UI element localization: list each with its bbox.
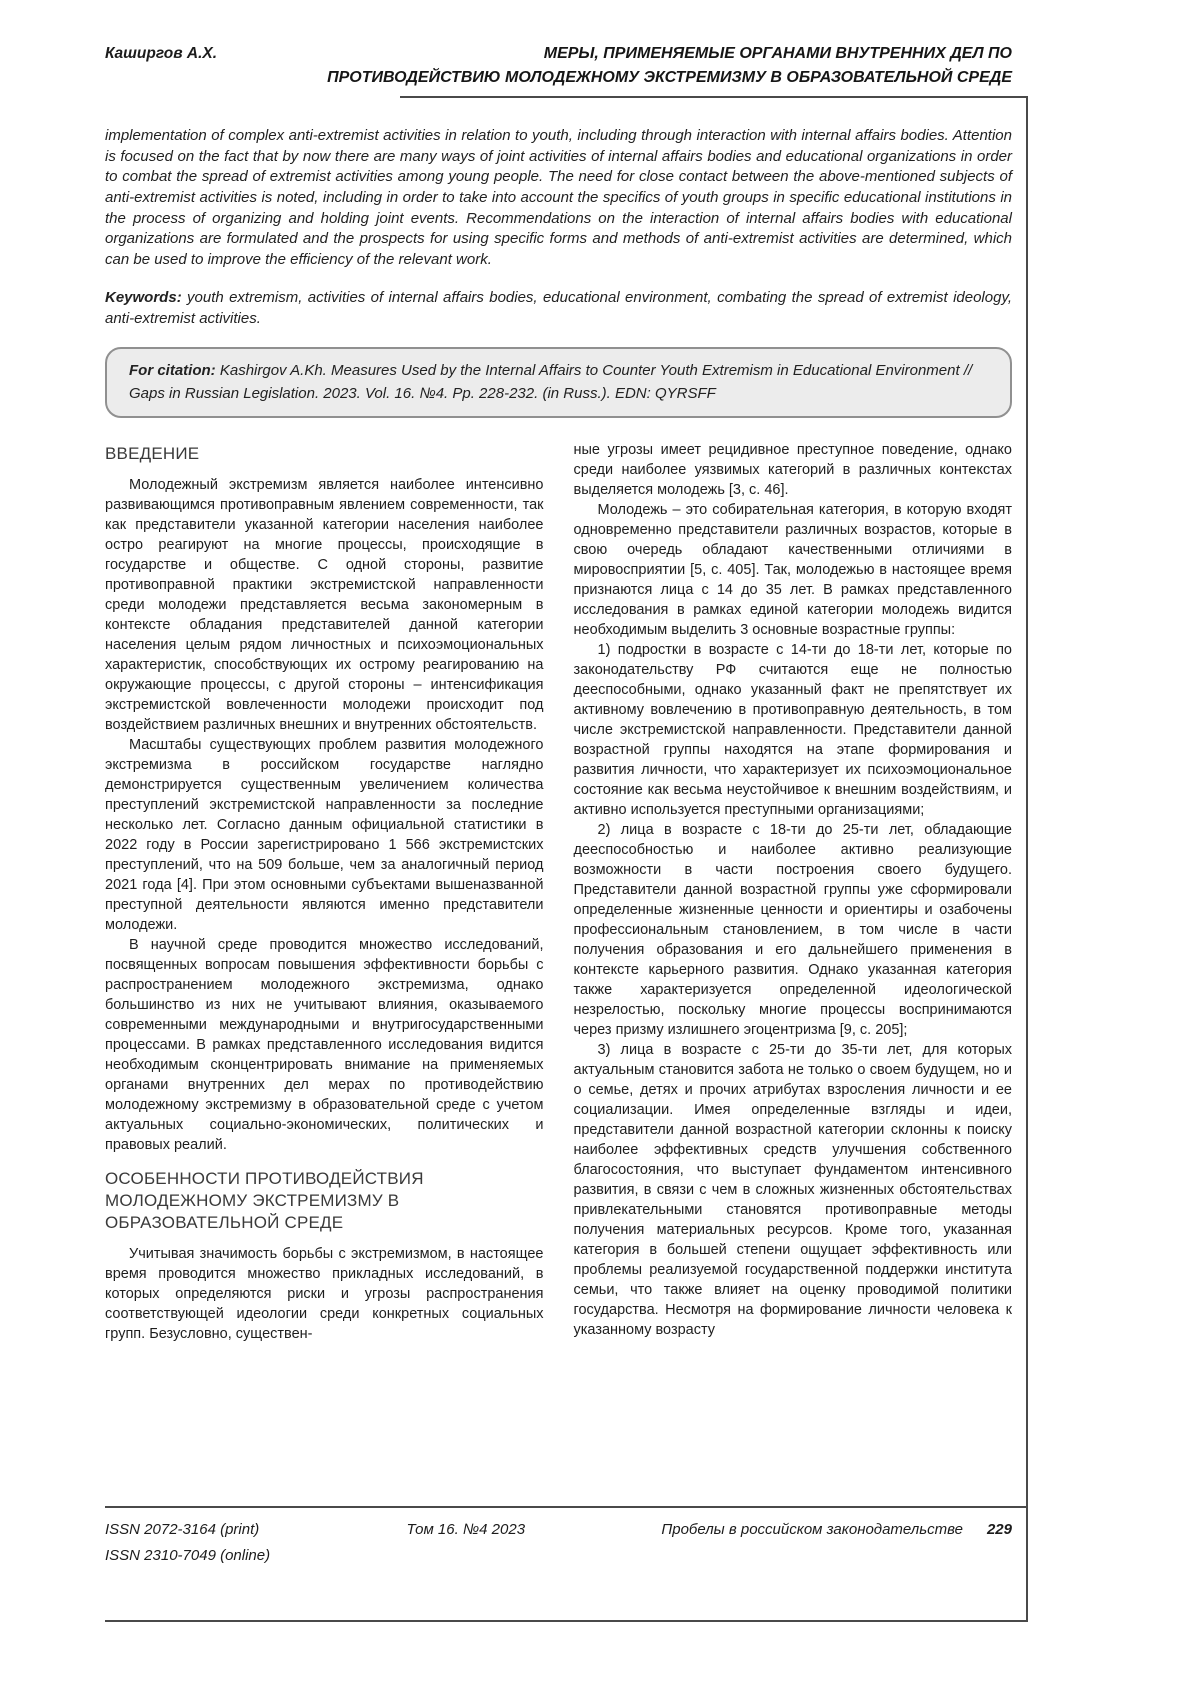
keywords-paragraph bbox=[105, 288, 1012, 329]
paragraph: Масштабы существующих проблем развития молодежного экстремизма в российском государстве наглядно демонстрируется существенным увеличением количества преступлений экстремистской направленности за последние несколько лет. Согласно данным официальной статистики в 2022 году в России зарегистрировано 1 566 экстремистских преступлений, что на 509 больше, чем за аналогичный период 2021 года [4]. При этом основными субъектами вышеназванной преступной деятельности являются именно представители молодежи. bbox=[105, 736, 544, 933]
journal-block bbox=[661, 1517, 1012, 1543]
paragraph: Молодежь – это собирательная категория, в которую входят одновременно представители различных возрастов, которые в свою очередь обладают качественными отличиями в мировосприятии [5, с. 405]. Так, молодежью в настоящее время признаются лица с 14 до 35 лет. В рамках представленного исследования в рамках единой категории молодежь видится необходимым выделить 3 основные возрастные группы: bbox=[573, 502, 1012, 639]
citation-box bbox=[105, 347, 1012, 418]
page-content bbox=[105, 42, 1012, 1344]
right-vertical-rule bbox=[1026, 97, 1028, 1622]
author-name: Каширгов А.Х. bbox=[105, 45, 218, 62]
article-title bbox=[264, 42, 1012, 90]
article-title-line-1: МЕРЫ, ПРИМЕНЯЕМЫЕ ОРГАНАМИ ВНУТРЕННИХ ДЕЛ ПО bbox=[543, 45, 1012, 62]
paragraph: 1) подростки в возрасте с 14-ти до 18-ти лет, которые по законодательству РФ считаются еще не полностью дееспособными, однако указанный факт не препятствует их активному вовлечению в противоправную деятельность, в том числе экстремистской направленности. Представители данной возрастной группы находятся на этапе формирования и развития личности, что характеризует их психоэмоциональное состояние как весьма неустойчивое к внешним воздействиям, и активно используется преступными организациями; bbox=[573, 642, 1012, 819]
paragraph: Молодежный экстремизм является наиболее интенсивно развивающимся противоправным явлением современности, так как представители указанной категории населения наиболее остро реагируют на многие процессы, происходящие в государстве и обществе. С одной стороны, развитие противоправной практики экстремистской направленности среди молодежи представляется весьма закономерным в контексте обладания представителей данной категории населения целым рядом личностных и психоэмоциональных характеристик, способствующих их острому реагированию на окружающие процессы, с другой стороны – интенсификация экстремистской вовлеченности молодежи происходит под воздействием различных внешних и внутренних обстоятельств. bbox=[105, 476, 544, 733]
paragraph: В научной среде проводится множество исследований, посвященных вопросам повышения эффективности борьбы с распространением молодежного экстремизма, однако большинство из них не учитывают влияния, оказываемого современными международными и внутригосударственными процессами. В рамках представленного исследования видится необходимым сконцентрировать внимание на применяемых органами внутренних дел мерах по противодействию молодежному экстремизму в образовательной среде с учетом актуальных социально-экономических, политических и правовых реалий. bbox=[105, 936, 544, 1153]
issn-block bbox=[105, 1517, 270, 1568]
page-footer bbox=[105, 1517, 1012, 1568]
paragraph: 3) лица в возрасте с 25-ти до 35-ти лет, для которых актуальным становится забота не только о своем будущем, но и о семье, детях и прочих атрибутах взросления личности и ее социализации. Имея определенные взгляды и идеи, представители данной возрастной категории склонны к поиску наиболее эффективных средств улучшения собственного благосостояния, что выступает фундаментом интенсивного развития, в связи с чем в сложных жизненных обстоятельствах привлекательными становятся противоправные методы получения материальных ресурсов. Кроме того, указанная категория в большей степени ощущает эффективность или проблемы реализуемой государственной поддержки института семьи, что также влияет на оценку проводимой политики государства. Несмотря на формирование личности человека к указанному возрасту bbox=[573, 1042, 1012, 1339]
paragraph: 2) лица в возрасте с 18-ти до 25-ти лет, обладающие дееспособностью и наиболее активно реализующие возможности в части построения своего будущего. Представители данной возрастной группы уже сформировали определенные жизненные ценности и ориентиры и озабочены профессиональным становлением, в том числе в части получения образования и его дальнейшего применения в контексте карьерного развития. Однако указанная категория также характеризуется определенной идеологической незрелостью, поскольку многие процессы воспринимаются через призму излишнего эгоцентризма [9, с. 205]; bbox=[573, 822, 1012, 1039]
abstract-text: implementation of complex anti-extremist activities in relation to youth, including through interaction with internal affairs bodies. Attention is focused on the fact that by now there are many ways of joint activities of internal affairs bodies and educational organizations in order to combat the spread of extremist activities among young people. The need for close contact between the above-mentioned subjects of anti-extremist activities is noted, including in order to take into account the specifics of youth groups in specific educational institutions in the process of organizing and holding joint events. Recommendations on the interaction of internal affairs bodies with educational organizations are formulated and the prospects for using specific forms and methods of anti-extremist activities are determined, which can be used to improve the efficiency of the relevant work. bbox=[105, 127, 1012, 269]
section-heading-introduction: ВВЕДЕНИЕ bbox=[105, 444, 200, 464]
citation-text: Kashirgov A.Kh. Measures Used by the Internal Affairs to Counter Youth Extremism in Educational Environment // Gaps in Russian Legislation. 2023. Vol. 16. №4. Pp. 228-232. (in Russ.). EDN: QYRSFF bbox=[129, 362, 973, 402]
keywords-label: Keywords: bbox=[105, 288, 182, 306]
paragraph-continuation: ные угрозы имеет рецидивное преступное поведение, однако среди наиболее уязвимых категорий в различных контекстах выделяется молодежь [3, с. 46]. bbox=[573, 442, 1012, 499]
paragraph: Учитывая значимость борьбы с экстремизмом, в настоящее время проводится множество прикладных исследований, в которых определяются риски и угрозы распространения соответствующей идеологии среди конкретных социальных групп. Безусловно, существен- bbox=[105, 1245, 544, 1342]
volume-info: Том 16. №4 2023 bbox=[406, 1521, 526, 1538]
issn-print: ISSN 2072-3164 (print) bbox=[105, 1521, 260, 1538]
column-right bbox=[574, 440, 1013, 1344]
two-column-body bbox=[105, 440, 1012, 1344]
column-left bbox=[105, 440, 544, 1344]
article-title-line-2: ПРОТИВОДЕЙСТВИЮ МОЛОДЕЖНОМУ ЭКСТРЕМИЗМУ В ОБРАЗОВАТЕЛЬНОЙ СРЕДЕ bbox=[327, 69, 1012, 86]
section-heading-features: ОСОБЕННОСТИ ПРОТИВОДЕЙСТВИЯ МОЛОДЕЖНОМУ ЭКСТРЕМИЗМУ В ОБРАЗОВАТЕЛЬНОЙ СРЕДЕ bbox=[105, 1168, 424, 1232]
page-number: 229 bbox=[986, 1521, 1012, 1538]
citation-label: For citation: bbox=[129, 362, 216, 380]
keywords-text: youth extremism, activities of internal affairs bodies, educational environment, combating the spread of extremist ideology, anti-extremist activities. bbox=[105, 288, 1013, 327]
issn-online: ISSN 2310-7049 (online) bbox=[105, 1546, 271, 1564]
footer-bottom-rule bbox=[105, 1620, 1028, 1622]
footer-top-rule bbox=[105, 1506, 1028, 1508]
running-header bbox=[105, 42, 1012, 90]
journal-name: Пробелы в российском законодательстве bbox=[661, 1521, 963, 1538]
